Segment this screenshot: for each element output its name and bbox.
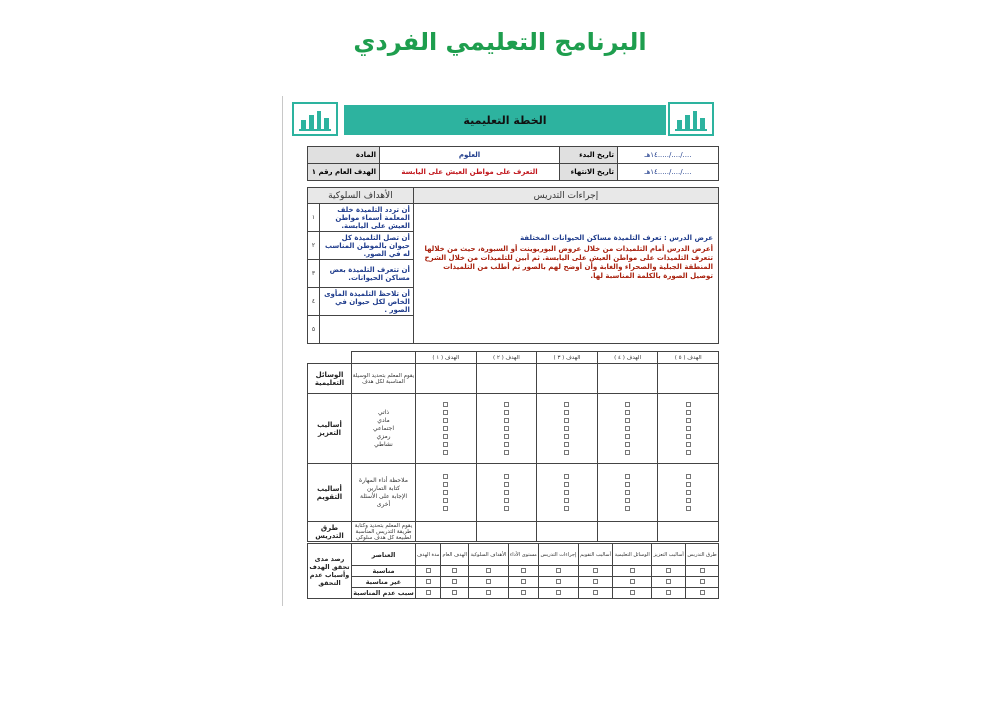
checkbox[interactable] [443,474,448,479]
goal-header: الهدف ( ٣ ) [537,352,598,364]
checkbox[interactable] [443,490,448,495]
methods-label: طرق التدريس [308,522,352,542]
input-cell[interactable] [476,522,537,542]
checkbox[interactable] [443,434,448,439]
goal-text: أن تلاحظ التلميذة المأوى الخاص لكل حيوان في الصور . [320,288,414,316]
checkbox[interactable] [564,482,569,487]
checkbox[interactable] [564,410,569,415]
checkbox-cell [686,588,719,599]
checkbox-group [476,394,537,464]
checkbox[interactable] [426,568,431,573]
column-header: أساليب التعزيز [652,544,686,566]
checkbox[interactable] [504,434,509,439]
checkbox[interactable] [504,474,509,479]
reinforcement-label: أساليب التعزيز [308,394,352,464]
checkbox[interactable] [700,579,705,584]
media-label: الوسائل التعليمية [308,364,352,394]
checkbox[interactable] [504,402,509,407]
column-header: مدة الهدف [416,544,441,566]
checkbox[interactable] [504,442,509,447]
checkbox[interactable] [686,410,691,415]
option-label: مادي [377,416,390,424]
checkbox[interactable] [504,418,509,423]
general-goal-label: الهدف العام رقم ١ [308,164,380,181]
checkbox[interactable] [521,590,526,595]
checkbox[interactable] [486,579,491,584]
checkbox-cell [469,577,509,588]
checkbox[interactable] [700,568,705,573]
checkbox[interactable] [443,450,448,455]
checkbox-group [416,394,477,464]
checkbox[interactable] [686,450,691,455]
checkbox[interactable] [686,506,691,511]
checkbox[interactable] [564,434,569,439]
column-header: الأهداف السلوكية [469,544,509,566]
checkbox[interactable] [625,410,630,415]
checkbox[interactable] [486,590,491,595]
column-header: مستوى الأداء [508,544,538,566]
row-label: سبب عدم المناسبة [353,589,414,597]
goal-number: ٣ [308,260,320,288]
checkbox-group [537,394,598,464]
checkbox[interactable] [686,402,691,407]
checkbox[interactable] [686,474,691,479]
checkbox-cell [441,566,469,577]
blank-cell [308,352,352,364]
input-cell[interactable] [416,364,477,394]
checkbox[interactable] [564,474,569,479]
checkbox[interactable] [426,579,431,584]
row-label: مناسبة [352,566,416,577]
start-date-label: تاريخ البدء [560,147,618,164]
column-header: إجراءات التدريس [538,544,578,566]
goal-text [320,316,414,344]
checkbox-group [597,464,658,522]
input-cell[interactable] [416,522,477,542]
checkbox[interactable] [564,426,569,431]
checkbox-cell [508,588,538,599]
checkbox-cell [578,588,612,599]
analysis-side-label: رصد مدى تحقق الهدف وأسباب عدم التحقق [308,544,352,599]
reinforcement-options [352,394,416,464]
checkbox[interactable] [504,410,509,415]
checkbox[interactable] [504,490,509,495]
column-header: الهدف العام [441,544,469,566]
checkbox-cell [416,577,441,588]
column-header: أساليب التقويم [578,544,612,566]
column-header: طرق التدريس [686,544,719,566]
evaluation-table [307,351,719,542]
input-cell[interactable] [537,364,598,394]
checkbox-group [537,464,598,522]
option-label: ذاتي [377,408,389,416]
page-edge [282,96,283,606]
checkbox[interactable] [666,568,671,573]
procedure-title: عرض الدرس : تعرف التلميذة مساكن الحيوانات المختلفة [520,234,713,242]
methods-note: يقوم المعلم بتحديد وكتابة طريقة التدريس المناسبة لطبيعة كل هدف سلوكي [352,522,416,542]
checkbox-group [658,394,719,464]
checkbox[interactable] [686,418,691,423]
media-note: يقوم المعلم بتحديد الوسيلة المناسبة لكل هدف [352,364,416,394]
checkbox[interactable] [521,568,526,573]
checkbox-cell [538,577,578,588]
input-cell[interactable] [537,522,598,542]
checkbox[interactable] [504,506,509,511]
column-header: الوسائل التعليمية [613,544,652,566]
end-date-label: تاريخ الانتهاء [560,164,618,181]
checkbox-cell [416,566,441,577]
checkbox-group [658,464,719,522]
checkbox[interactable] [443,506,448,511]
option-label: نشاطي [374,440,393,448]
checkbox[interactable] [630,579,635,584]
checkbox-cell [441,577,469,588]
checkbox[interactable] [593,579,598,584]
checkbox[interactable] [521,579,526,584]
checkbox[interactable] [625,402,630,407]
checkbox-cell [508,566,538,577]
goal-number: ٤ [308,288,320,316]
elements-label: العناصر [352,544,416,566]
checkbox[interactable] [625,490,630,495]
checkbox[interactable] [564,498,569,503]
procedure-body: أعرض الدرس أمام التلميذات من خلال عروض البوربوينت أو السبورة، حيث من خلالها تتعرف التلميذات على مواطن العيش على اليابسة. ثم أبين للتلميذات من خلال الشرح المنطقة الجبلية والصحراء والغابة وأن أوضح لهم بالصور ثم أطلب من التلميذات توصيل الصورة بالكلمة المناسبة لها. [424,245,713,280]
general-goal-value: التعرف على مواطن العيش على اليابسة [380,164,560,181]
input-cell[interactable] [597,522,658,542]
checkbox-cell [613,577,652,588]
checkbox[interactable] [686,442,691,447]
chart-logo-icon [668,102,714,136]
checkbox[interactable] [625,418,630,423]
info-table [307,146,719,181]
checkbox-cell [538,588,578,599]
checkbox[interactable] [443,498,448,503]
checkbox[interactable] [452,579,457,584]
checkbox[interactable] [443,410,448,415]
checkbox[interactable] [504,450,509,455]
checkbox[interactable] [504,482,509,487]
row-label: غير مناسبة [352,577,416,588]
checkbox-cell [469,566,509,577]
checkbox[interactable] [666,590,671,595]
goal-number: ١ [308,204,320,232]
checkbox[interactable] [443,442,448,447]
page-title: البرنامج التعليمي الفردي [353,28,647,56]
procedures-header: إجراءات التدريس [413,188,718,204]
input-cell[interactable] [476,364,537,394]
checkbox[interactable] [504,426,509,431]
input-cell[interactable] [658,364,719,394]
checkbox[interactable] [593,590,598,595]
goals-table [307,187,719,344]
checkbox[interactable] [686,490,691,495]
checkbox-cell [686,566,719,577]
checkbox[interactable] [625,434,630,439]
checkbox-cell [578,566,612,577]
blank-cell [352,352,416,364]
checkbox-group [416,464,477,522]
checkbox[interactable] [630,568,635,573]
analysis-table [307,543,719,599]
checkbox-cell [652,566,686,577]
checkbox[interactable] [504,498,509,503]
checkbox[interactable] [556,579,561,584]
checkbox-cell [508,577,538,588]
checkbox[interactable] [666,579,671,584]
checkbox[interactable] [564,450,569,455]
behavioral-goals-header: الأهداف السلوكية [308,188,414,204]
checkbox-cell [469,588,509,599]
checkbox-cell [613,588,652,599]
checkbox[interactable] [686,434,691,439]
checkbox[interactable] [564,442,569,447]
checkbox[interactable] [564,490,569,495]
checkbox[interactable] [426,590,431,595]
goal-header: الهدف ( ١ ) [416,352,477,364]
option-label: اجتماعي [372,424,395,432]
checkbox[interactable] [593,568,598,573]
checkbox[interactable] [564,418,569,423]
goal-number: ٢ [308,232,320,260]
checkbox[interactable] [564,402,569,407]
checkbox-cell [578,577,612,588]
checkbox[interactable] [625,498,630,503]
checkbox[interactable] [625,450,630,455]
checkbox-cell [441,588,469,599]
checkbox-cell [686,577,719,588]
option-label: رمزي [376,432,391,440]
checkbox[interactable] [556,590,561,595]
goal-header: الهدف ( ٢ ) [476,352,537,364]
checkbox[interactable] [625,442,630,447]
checkbox-cell [652,577,686,588]
checkbox[interactable] [625,426,630,431]
chart-logo-icon [292,102,338,136]
option-label: كتابة التمارين [366,484,401,492]
checkbox-cell [416,588,441,599]
checkbox[interactable] [686,426,691,431]
end-date-value: ..../..../.....١٤هـ [618,164,719,181]
checkbox[interactable] [486,568,491,573]
subject-value: العلوم [380,147,560,164]
goal-header: الهدف ( ٥ ) [658,352,719,364]
subject-label: المادة [308,147,380,164]
checkbox[interactable] [625,482,630,487]
goal-number: ٥ [308,316,320,344]
start-date-value: ..../..../.....١٤هـ [618,147,719,164]
checkbox-group [476,464,537,522]
checkbox[interactable] [443,402,448,407]
checkbox[interactable] [686,498,691,503]
goal-text: أن تصل التلميذة كل حيوان بالموطن المناسب له في الصور. [320,232,414,260]
plan-header: الخطة التعليمية [344,105,666,135]
checkbox-group [597,394,658,464]
goal-header: الهدف ( ٤ ) [597,352,658,364]
checkbox[interactable] [630,590,635,595]
checkbox[interactable] [452,590,457,595]
checkbox-cell [652,588,686,599]
option-label: ملاحظة أداء المهارة [359,476,408,484]
checkbox[interactable] [443,418,448,423]
checkbox[interactable] [625,474,630,479]
checkbox[interactable] [700,590,705,595]
checkbox[interactable] [452,568,457,573]
input-cell[interactable] [597,364,658,394]
checkbox-cell [538,566,578,577]
assessment-label: أساليب التقويم [308,464,352,522]
procedures-cell [413,204,718,344]
goal-text: أن تتعرف التلميذة بعض مساكن الحيوانات. [320,260,414,288]
option-label: الإجابة على الأسئلة [359,492,408,500]
input-cell[interactable] [658,522,719,542]
assessment-options [352,464,416,522]
checkbox[interactable] [686,482,691,487]
checkbox[interactable] [625,506,630,511]
checkbox[interactable] [564,506,569,511]
checkbox-cell [613,566,652,577]
checkbox[interactable] [556,568,561,573]
checkbox[interactable] [443,426,448,431]
option-label: أخرى [376,500,391,508]
goal-text: أن تردد التلميذة خلف المعلمة أسماء مواطن العيش على اليابسة. [320,204,414,232]
checkbox[interactable] [443,482,448,487]
